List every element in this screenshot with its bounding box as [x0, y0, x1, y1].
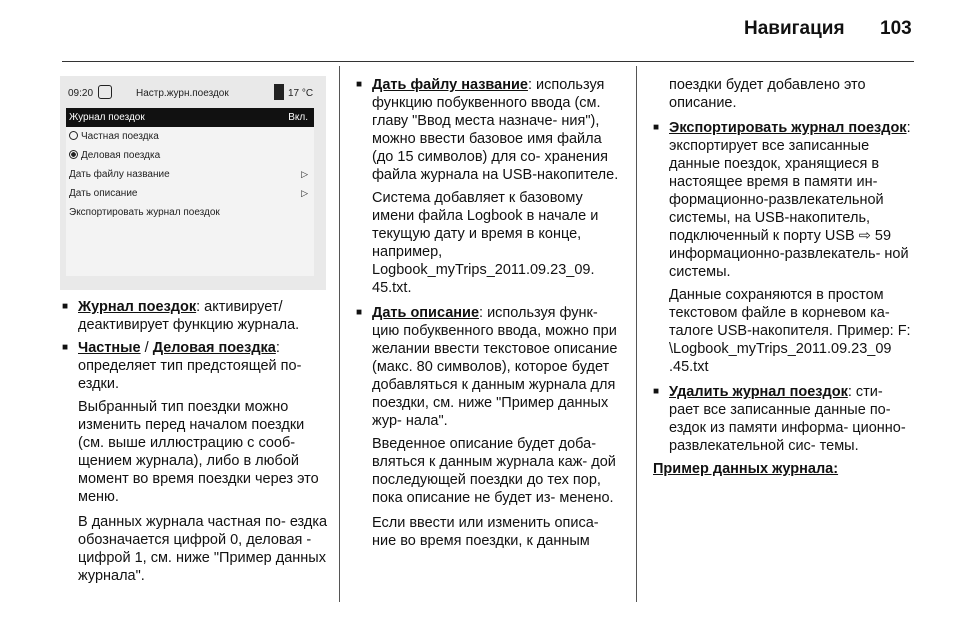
logbook-settings-screen	[60, 76, 326, 290]
bullet-logbook	[62, 298, 328, 334]
bullet-trip-type	[62, 339, 328, 393]
bullet-file-name	[356, 76, 624, 184]
paragraph: Выбранный тип поездки можно изменить перед началом поездки (см. выше иллюстрацию с сооб- щением журнала), либо в любой момент во время поездки через это меню.	[78, 399, 319, 505]
menu-item-description[interactable]	[66, 184, 314, 203]
column-divider	[339, 66, 340, 602]
menu-item-label: Частная поездка	[81, 131, 159, 142]
term-description: Дать описание	[372, 305, 480, 321]
term-export: Экспортировать журнал поездок	[669, 120, 907, 136]
paragraph: поездки будет добавлено это описание.	[669, 77, 866, 111]
screen-menu	[66, 108, 314, 276]
radio-empty-icon	[69, 131, 78, 140]
radio-selected-icon	[69, 150, 78, 159]
menu-item-label: Дать файлу название	[69, 169, 170, 180]
paragraph: Если ввести или изменить описа- ние во время поездки, к данным	[372, 515, 599, 549]
bullet-text: : используя функцию побуквенного ввода (см. главу "Ввод места назначе- ния"), можно ввести базовое имя файла (до 15 символов) для со- хранения файла журнала на USB-накопителе.	[372, 77, 619, 183]
bullet-description	[356, 304, 624, 430]
menu-item-label: Дать описание	[69, 188, 138, 199]
paragraph: Данные сохраняются в простом текстовом файле в корневом ка- талоге USB-накопителя. Пример: F: \Logbook_myTrips_2011.09.23_09 .45.txt	[669, 287, 911, 375]
bullet-text: : определяет тип предстоящей по- ездки.	[78, 340, 302, 392]
page-number: 103	[880, 18, 912, 39]
header-divider	[62, 61, 914, 62]
bullet-delete	[653, 383, 917, 455]
menu-item-label: Деловая поездка	[81, 150, 161, 161]
term-delete: Удалить журнал поездок	[669, 384, 848, 400]
screen-status-bar	[64, 80, 322, 106]
paragraph: В данных журнала частная по- ездка обозначается цифрой 0, деловая - цифрой 1, см. ниже "Пример данных журнала".	[78, 514, 328, 584]
term-private: Частные	[78, 340, 141, 356]
bullet-export	[653, 119, 917, 281]
screen-title: Настр.журн.поездок	[136, 88, 229, 99]
term-logbook: Журнал поездок	[78, 299, 197, 315]
thermometer-icon	[274, 84, 284, 100]
bullet-text: : активирует/ деактивирует функцию журнала.	[78, 299, 300, 333]
column-2	[356, 76, 624, 557]
menu-item-label: Журнал поездок	[69, 112, 145, 123]
column-3	[653, 76, 917, 485]
screen-time: 09:20	[68, 88, 94, 99]
arrow-right-icon: ▷	[301, 188, 308, 198]
section-title: Навигация	[744, 18, 845, 39]
menu-item-business-trip[interactable]	[66, 146, 314, 165]
clock-icon	[98, 85, 112, 99]
bullet-text: : экспортирует все записанные данные поездок, хранящиеся в настоящее время в памяти ин- формационно-развлекательной системы, на USB-накопитель, подключенный к порту USB ⇨ 59 информационно-развлекатель- ной системы.	[669, 120, 911, 280]
menu-item-logbook[interactable]	[66, 108, 314, 127]
term-file-name: Дать файлу название	[372, 77, 528, 93]
term-business-trip: Деловая поездка	[152, 340, 276, 356]
menu-item-file-name[interactable]	[66, 165, 314, 184]
menu-item-private-trip[interactable]	[66, 127, 314, 146]
bullet-text: : сти- рает все записанные данные по- ездок из памяти информа- ционно-развлекательной сис- темы.	[669, 384, 906, 454]
menu-item-value: Вкл.	[288, 112, 308, 123]
menu-item-export[interactable]	[66, 203, 314, 222]
heading-text: Пример данных журнала:	[653, 461, 839, 477]
example-heading	[653, 460, 917, 478]
bullet-text: : используя функ- цию побуквенного ввода, можно при желании ввести текстовое описание (макс. 80 символов), которое будет добавляться к данным журнала для поездки, см. ниже "Пример данных жур- нала".	[372, 305, 618, 429]
paragraph: Введенное описание будет доба- вляться к данным журнала каж- дой последующей поездки до тех пор, пока описание не будет из- менено.	[372, 436, 616, 506]
column-1	[62, 298, 328, 592]
arrow-right-icon: ▷	[301, 169, 308, 179]
paragraph: Система добавляет к базовому имени файла Logbook в начале и текущую дату и время в конце, например, Logbook_myTrips_2011.09.23_09. 45.txt.	[372, 190, 599, 296]
term-separator: /	[140, 340, 153, 356]
column-divider	[636, 66, 637, 602]
screen-temperature: 17 °C	[288, 88, 314, 99]
menu-item-label: Экспортировать журнал поездок	[69, 207, 220, 218]
